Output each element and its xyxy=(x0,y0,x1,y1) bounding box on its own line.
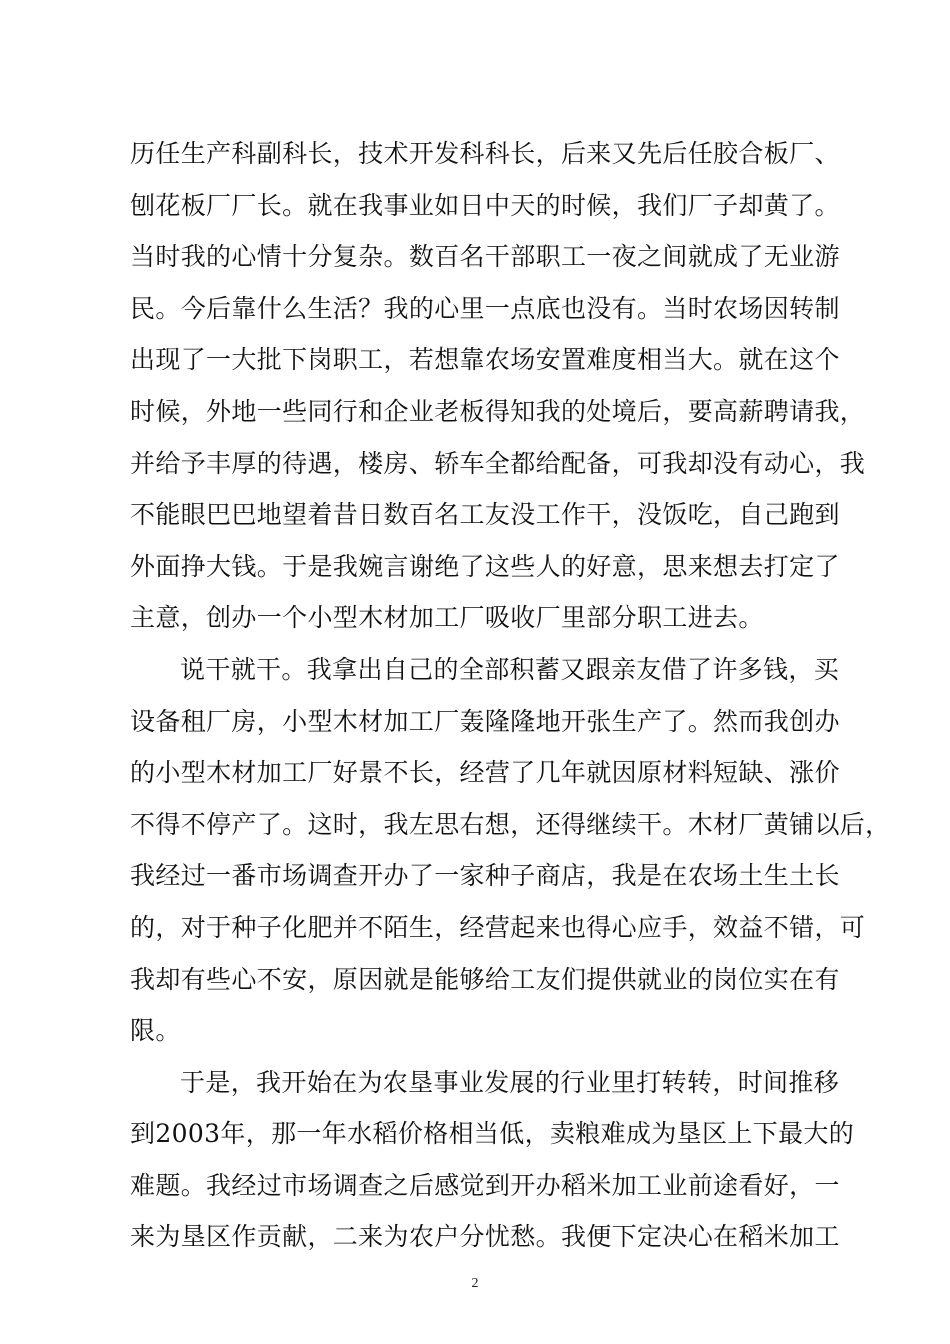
text-line: 设备租厂房，小型木材加工厂轰隆隆地开张生产了。然而我创办 xyxy=(130,706,840,736)
text-line: 时候，外地一些同行和企业老板得知我的处境后，要高薪聘请我， xyxy=(130,396,866,426)
text-line: 我经过一番市场调查开办了一家种子商店，我是在农场土生土长 xyxy=(130,861,840,891)
text-line: 刨花板厂厂长。就在我事业如日中天的时候，我们厂子却黄了。 xyxy=(130,190,840,220)
body-text xyxy=(130,128,891,1263)
text-line: 不能眼巴巴地望着昔日数百名工友没工作干，没饭吃，自己跑到 xyxy=(130,500,840,530)
text-line: 我却有些心不安，原因就是能够给工友们提供就业的岗位实在有 xyxy=(130,964,840,994)
text-line: 的，对于种子化肥并不陌生，经营起来也得心应手，效益不错，可 xyxy=(130,912,866,942)
text-line: 出现了一大批下岗职工，若想靠农场安置难度相当大。就在这个 xyxy=(130,345,840,375)
page-number: 2 xyxy=(471,1276,479,1291)
text-line: 民。今后靠什么生活？我的心里一点底也没有。当时农场因转制 xyxy=(130,293,840,323)
text-line: 主意，创办一个小型木材加工厂吸收厂里部分职工进去。 xyxy=(130,603,764,633)
text-line: 限。 xyxy=(130,1016,181,1046)
text-line: 不得不停产了。这时，我左思右想，还得继续干。木材厂黄铺以后， xyxy=(130,809,891,839)
paragraph-first-line: 说干就干。我拿出自己的全部积蓄又跟亲友借了许多钱，买 xyxy=(180,654,840,684)
text-line: 当时我的心情十分复杂。数百名干部职工一夜之间就成了无业游 xyxy=(130,242,840,272)
text-line: 的小型木材加工厂好景不长，经营了几年就因原材料短缺、涨价 xyxy=(130,758,840,788)
text-line: 历任生产科副科长，技术开发科科长，后来又先后任胶合板厂、 xyxy=(130,139,840,168)
text-line: 并给予丰厚的待遇，楼房、轿车全都给配备，可我却没有动心，我 xyxy=(130,448,866,478)
text-line: 来为垦区作贡献，二来为农户分忧愁。我便下定决心在稻米加工 xyxy=(130,1222,840,1252)
text-line: 难题。我经过市场调查之后感觉到开办稻米加工业前途看好，一 xyxy=(130,1170,840,1200)
paragraph-first-line: 于是，我开始在为农垦事业发展的行业里打转转，时间推移 xyxy=(180,1067,840,1097)
text-line: 到2003年，那一年水稻价格相当低，卖粮难成为垦区上下最大的 xyxy=(130,1119,855,1149)
text-line: 外面挣大钱。于是我婉言谢绝了这些人的好意，思来想去打定了 xyxy=(130,551,840,581)
